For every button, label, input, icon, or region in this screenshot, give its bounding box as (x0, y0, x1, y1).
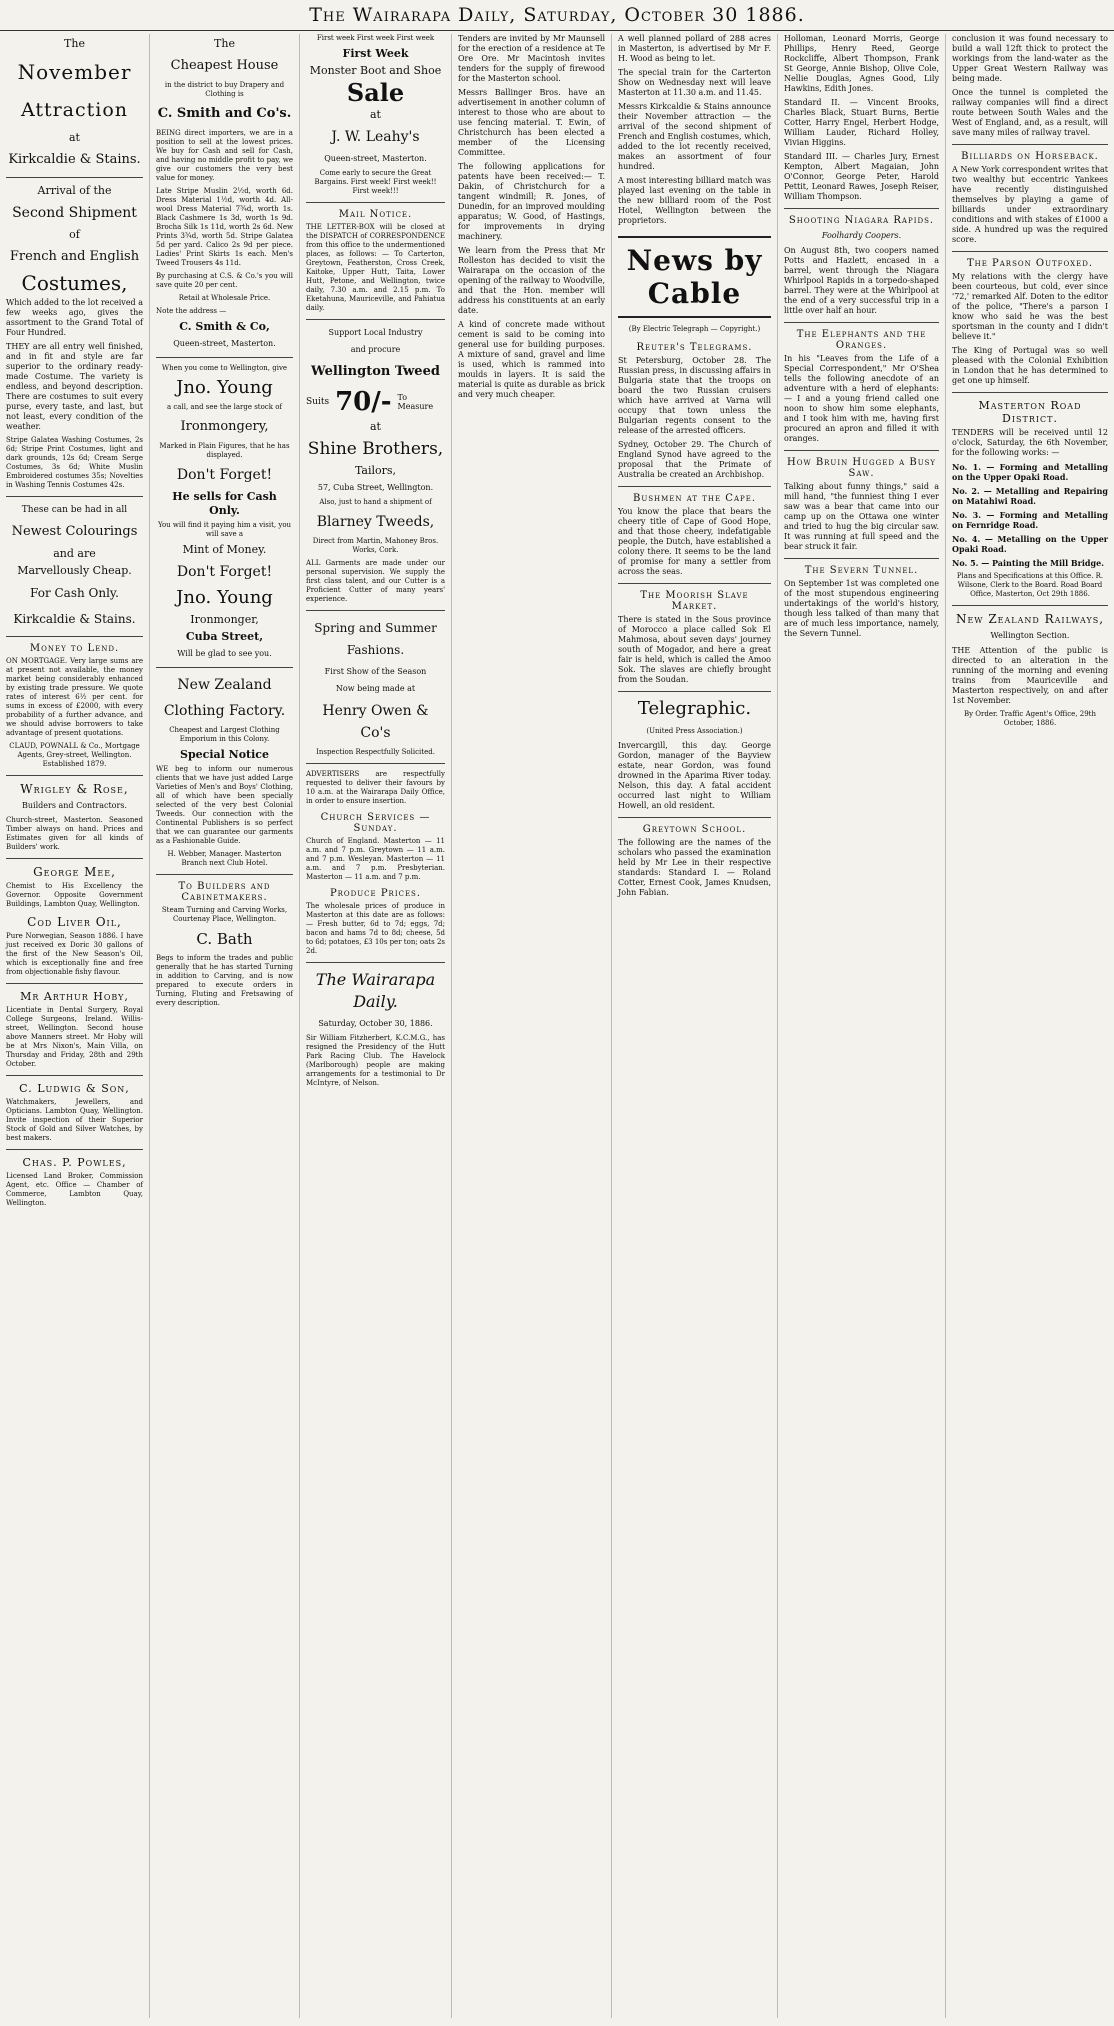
column-5 (612, 34, 778, 2018)
sells-cash: He sells for Cash Only. (172, 490, 277, 517)
divider (784, 208, 939, 209)
bath-sub: Steam Turning and Carving Works, Courtenay Place, Wellington. (161, 906, 288, 923)
tailors: Tailors, (354, 464, 397, 477)
greytown-body: The following are the names of the scholars who passed the examination held by Mr Lee in their respective standards: Standard I. — Roland Cotter, Ernest Cook, James Knudsen, John Fabian. (618, 838, 771, 897)
a-call: a call, and see the large stock of (166, 403, 283, 411)
c5-body-1: A well planned pollard of 288 acres in Masterton, is advertised by Mr F. H. Wood as being to let. (618, 34, 771, 63)
hoby-body: Licentiate in Dental Surgery, Royal College Surgeons, Ireland. Willis-street, Wellington. Second house above Manners street. Mr Hoby will be at Mrs Nixon's, Main Villa, on Thursday and Friday, 28th and 29th October. (6, 1006, 143, 1068)
jno-young-2: Jno. Young (176, 587, 273, 608)
c4-body-2: Messrs Ballinger Bros. have an advertisement in another column of interest to those who are about to use fencing material. T. Ewin, of Christchurch has been elected a member of the Licensing Committee. (458, 88, 605, 157)
news-body: Sir William Fitzherbert, K.C.M.G., has resigned the Presidency of the Hutt Park Racing Club. The Havelock (Marlborough) people are making arrangements for a testimonial to Dr McIntyre, of Nelson. (306, 1034, 445, 1087)
column-4 (452, 34, 612, 2018)
by-purchasing: By purchasing at C.S. & Co.'s you will save quite 20 per cent. (156, 272, 293, 289)
powles-body: Licensed Land Broker, Commission Agent, etc. Office — Chamber of Commerce, Lambton Quay, Wellington. (6, 1172, 143, 1207)
special-notice: Special Notice (180, 748, 269, 761)
divider (6, 636, 143, 637)
money-body: ON MORTGAGE. Very large sums are at present not available, the money market being considerably enhanced by existing trade pressure. We quote rates of interest 6½ per cent. for sums in excess of £2000, with every probability of a further advance, and we should advise borrowers to take advantage of present quotations. (6, 657, 143, 737)
sub-costumes: Costumes, (21, 271, 128, 295)
bath-name: C. Bath (196, 930, 253, 948)
divider (306, 763, 445, 764)
road-title: Masterton Road District. (978, 399, 1082, 425)
bath-title: To Builders and Cabinetmakers. (178, 881, 271, 903)
bruin-title: How Bruin Hugged a Busy Saw. (786, 457, 937, 479)
billiards-body: A New York correspondent writes that two wealthy but eccentric Yankees have recently distinguished themselves by playing a game of billiards under extraordinary conditions and with stakes of £1000 a side. A hundred up was the required score. (952, 165, 1108, 244)
divider (6, 983, 143, 984)
divider (156, 874, 293, 875)
road-item-1: No. 1. — Forming and Metalling on the Upper Opaki Road. (952, 462, 1108, 482)
severn-title: The Severn Tunnel. (804, 565, 919, 576)
divider (6, 496, 143, 497)
tele-sub: (United Press Association.) (646, 727, 743, 735)
king-body: The King of Portugal was so well pleased with the Colonial Exhibition in London that he has determined to get one up himself. (952, 346, 1108, 385)
heading-attraction: Attraction (20, 99, 129, 121)
divider (306, 962, 445, 963)
dont-forget-2: Don't Forget! (176, 564, 273, 580)
divider (306, 319, 445, 320)
wrigley-title: Wrigley & Rose, (20, 782, 129, 796)
body-1: Which added to the lot received a few weeks ago, gives the assortment to the Grand Total of Four Hundred. (6, 298, 143, 337)
c4-body-4: We learn from the Press that Mr Rolleston has decided to visit the Wairarapa on the occasion of the opening of the railway to Woodville, and that the Hon. member will address his constituents at an early date. (458, 246, 605, 315)
clothing-factory: Clothing Factory. (163, 703, 286, 719)
c6-body-2: Standard II. — Vincent Brooks, Charles Black, Stuart Burns, Bertie Cotter, Harry Engel, Herbert Hodge, William Lauder, Richard Holley, Vivian Higgins. (784, 98, 939, 147)
divider (618, 817, 771, 818)
divider (618, 583, 771, 584)
bath-body: Begs to inform the trades and public generally that he has started Turning in addition to Carving, and is now prepared to execute orders in Turning, Fluting and Fretsawing of every description. (156, 954, 293, 1007)
marvellously: Marvellously Cheap. (17, 564, 132, 577)
you-will: You will find it paying him a visit, you will save a (157, 521, 292, 538)
note-address: Note the address — (156, 307, 227, 315)
niagara-title: Shooting Niagara Rapids. (788, 215, 935, 226)
parson-title: The Parson Outfoxed. (966, 258, 1094, 269)
money-sign: CLAUD, POWNALL & Co., Mortgage Agents, Grey-street, Wellington. Established 1879. (9, 742, 140, 768)
paper-date: Saturday, October 30, 1886. (318, 1019, 433, 1028)
cod-title: Cod Liver Oil, (27, 915, 122, 929)
wrigley-sub: Builders and Contractors. (22, 801, 127, 810)
sub-french: French and English (9, 249, 140, 264)
mint-of-money: Mint of Money. (182, 543, 267, 556)
come-early: Come early to secure the Great Bargains. First week! First week!! First week!!! (314, 169, 437, 195)
column-3 (300, 34, 452, 2018)
bushmen-title: Bushmen at the Cape. (632, 493, 757, 504)
first-week: First Week (342, 47, 409, 60)
support-local: Support Local Industry (328, 328, 423, 337)
divider (6, 1149, 143, 1150)
divider (156, 357, 293, 358)
c4-body-1: Tenders are invited by Mr Maunsell for the erection of a residence at Te Ore Ore. Mr Macintosh invites tenders for the supply of firewood for the Masterton school. (458, 34, 605, 83)
parson-body: My relations with the clergy have been courteous, but cold, ever since '72,' remarked Alf. Doten to the editor of the police, "There's a parson I know who said he was the best sportsman in the county and I didn't believe it." (952, 272, 1108, 341)
c6-body-3: Standard III. — Charles Jury, Ernest Kempton, Albert Magaian, John O'Connor, George Peter, Harold Pettit, Leonard Rawes, Joseph Reiser, William Thompson. (784, 152, 939, 201)
column-7 (946, 34, 1114, 2018)
news-by-cable: News by Cable (618, 236, 771, 318)
church-body: Church of England. Masterton — 11 a.m. and 7 p.m. Greytown — 11 a.m. and 7 p.m. Wesleyan. Masterton — 11 a.m. and 7 p.m. Presbyterian. Masterton — 11 a.m. and 7 p.m. (306, 837, 445, 881)
body-2: THEY are all entry well finished, and in fit and style are far superior to the ordinary ready-made Costume. The variety is endless, and beyond description. There are costumes to suit every purse, every taste, and last, but not least, every condition of the weather. (6, 342, 143, 431)
cod-body: Pure Norwegian, Season 1886. I have just received ex Doric 30 gallons of the first of the New Season's Oil, which is exceptionally fine and free from objectionable fishy flavour. (6, 932, 143, 976)
heading-november: November (17, 60, 132, 84)
leahy-queen: Queen-street, Masterton. (324, 154, 427, 163)
road-body: TENDERS will be received until 12 o'clock, Saturday, the 6th November, for the following works: — (952, 428, 1108, 457)
ludwig-body: Watchmakers, Jewellers, and Opticians. Lambton Quay, Wellington. Invite inspection of their Superior Stock of Gold and Silver Watches, by best makers. (6, 1098, 143, 1142)
produce-prices: Produce Prices. (329, 888, 422, 899)
divider (952, 392, 1108, 393)
road-item-4: No. 4. — Metalling on the Upper Opaki Road. (952, 534, 1108, 554)
c4-body-3: The following applications for patents have been received:— T. Dakin, of Christchurch for a tangent windmill; R. Jones, of Dunedin, for an improved moulding apparatus; W. Good, of Hastings, for improvements in drying machinery. (458, 162, 605, 241)
church-services: Church Services — Sunday. (320, 812, 431, 834)
tele-body: Invercargill, this day. George Gordon, manager of the Bayview estate, near Gordon, was found drowned in the Aparima River today. Nelson, this day. A fatal accident occurred last night to William Howell, an old resident. (618, 741, 771, 810)
store-again: Kirkcaldie & Stains. (13, 612, 136, 626)
billiards-title: Billiards on Horseback. (961, 151, 1099, 162)
wrigley-body: Church-street, Masterton. Seasoned Timber always on hand. Prices and Estimates given for all kinds of Builders' work. (6, 816, 143, 851)
column-1 (0, 34, 150, 2018)
sub-second: Second Shipment (12, 205, 137, 221)
reuters: Reuter's Telegrams. (636, 342, 753, 353)
niagara-sub: Foolhardy Coopers. (821, 231, 902, 240)
produce-body: The wholesale prices of produce in Masterton at this date are as follows:— Fresh butter, 6d to 7d; eggs, 7d; bacon and hams 7d to 8d; cheese, 5d to 6d; potatoes, £3 10s per ton; oats 2s 2d. (306, 902, 445, 955)
shine-brothers: Shine Brothers, (307, 439, 444, 459)
divider (952, 144, 1108, 145)
bruin-body: Talking about funny things," said a mill hand, "the funniest thing I ever saw was a bear that came into our camp up on the Ottawa one winter and tried to hug the big circular saw. It was running at full speed and the bear struck it fair. (784, 482, 939, 551)
ludwig-title: C. Ludwig & Son, (19, 1082, 130, 1095)
cable-2: Sydney, October 29. The Church of England Synod have agreed to the proposal that the Primate of Australia be created an Archbishop. (618, 440, 771, 479)
sub-arrival: Arrival of the (37, 184, 112, 197)
divider (952, 251, 1108, 252)
at: at (370, 108, 381, 121)
road-item-3: No. 3. — Forming and Metalling on Fernridge Road. (952, 510, 1108, 530)
when-you-come: When you come to Wellington, give (161, 364, 288, 372)
smith-title: C. Smith and Co's. (157, 106, 292, 121)
ironmongery: Ironmongery, (180, 419, 269, 434)
divider (6, 1075, 143, 1076)
newest: Newest Colourings (11, 524, 138, 539)
nzr-body: THE Attention of the public is directed to an alteration in the running of the morning and evening trains from Mauriceville and Masterton respectively, on and after 1st November. (952, 646, 1108, 705)
bushmen-body: You know the place that bears the cheery title of Cape of Good Hope, and that those cheery, indefatigable people, the Dutch, have established a colony there. It seems to be the land of promise for many a settler from across the seas. (618, 507, 771, 576)
telegraphic: Telegraphic. (637, 698, 752, 719)
orders: ALL Garments are made under our personal supervision. We supply the first class talent, and our Cutter is a Proficient Cutter of many years' experience. (306, 559, 445, 603)
special-body: WE beg to inform our numerous clients that we have just added Large Varieties of Men's and Boys' Clothing, all of which have been specially selected of the very best Colonial Tweeds. Our connection with the Continental Publishers is so perfect that we can guarantee our garments as a Fashionable Guide. (156, 765, 293, 845)
severn-body: On September 1st was completed one of the most stupendous engineering undertakings of the world's history, though less talked of than many that are of much less importance, namely, the Severn Tunnel. (784, 579, 939, 638)
smith-body: BEING direct importers, we are in a position to sell at the lowest prices. We buy for Cash and sell for Cash, and having no middle profit to pay, we give our customers the very best value for money. (156, 129, 293, 182)
divider (784, 558, 939, 559)
divider (952, 605, 1108, 606)
column-6 (778, 34, 946, 2018)
slave-title: The Moorish Slave Market. (640, 590, 749, 612)
heading-at: at (69, 131, 80, 144)
cheapest-house: Cheapest House (170, 58, 279, 73)
cable-1: St Petersburg, October 28. The Russian press, in discussing affairs in Bulgaria state that the troops on board the two Russian cruisers which have arrived at Varna will occupy that town unless the Bulgarian regents consent to the release of the arrested officers. (618, 356, 771, 435)
ironmonger: Ironmonger, (190, 613, 259, 626)
retail: Retail at Wholesale Price. (178, 294, 271, 302)
divider (6, 858, 143, 859)
webber: H. Webber, Manager. Masterton Branch next Club Hotel. (167, 850, 282, 867)
and-are: and are (53, 547, 96, 560)
cuba-street: Cuba Street, (185, 630, 264, 643)
niagara-body: On August 8th, two coopers named Potts and Hazlett, encased in a barrel, went through the Niagara Whirlpool Rapids in a torpedo-shaped barrel. They were at the Whirlpool at the end of a very successful trip in a little over half an hour. (784, 246, 939, 315)
sub-of: of (69, 228, 80, 241)
dont-forget-1: Don't Forget! (176, 467, 273, 483)
smith-list: Late Stripe Muslin 2½d, worth 6d. Dress Material 1½d, worth 4d. All-wool Dress Material 7¾d, worth 1s. Black Cashmere 1s 3d, worth 1s 9d. Brocha Silk 1s 11d, worth 2s 6d. New Prints 3¾d, worth 5d. Stripe Galatea 5d per yard. Calico 2s 9d per piece. Ladies' Print Skirts 1s each. Men's Tweed Trousers 4s 11d. (156, 187, 293, 267)
c6-body-1: Holloman, Leonard Morris, George Phillips, Henry Reed, George Rockcliffe, Albert Thompson, Frank St George, Annie Bishop, Olive Cole, Nellie Douglas, Agnes Good, Lily Hawkins, Edith Jones. (784, 34, 939, 93)
c5-body-2: The special train for the Carterton Show on Wednesday next will leave Masterton at 11.30 a.m. and 11.45. (618, 68, 771, 97)
price: 70/- (335, 387, 392, 417)
mail-body: THE LETTER-BOX will be closed at the DISPATCH of CORRESPONDENCE from this office to the undermentioned places, as follows: — To Carterton, Greytown, Featherston, Cross Creek, Kaitoke, Upper Hutt, Taita, Lower Hutt, Petone, and Wellington, twice daily, 7.30 a.m. and 2.15 p.m. To Eketahuna, Mauriceville, and Pahiatua daily. (306, 223, 445, 312)
paper-title: The Wairarapa Daily. (315, 970, 436, 1011)
divider (156, 667, 293, 668)
elephants-body: In his "Leaves from the Life of a Special Correspondent," Mr O'Shea tells the following anecdote of an adventure with a herd of elephants: — I and a young friend called one noon to show him some elephants, and I took him with me, having first procured an apron and filled it with oranges. (784, 354, 939, 443)
to-measure: To Measure (397, 393, 434, 411)
blarney: Blarney Tweeds, (316, 514, 435, 530)
cuba-address: 57, Cuba Street, Wellington. (317, 483, 434, 492)
advertisers: ADVERTISERS are respectfully requested to deliver their favours by 10 a.m. at the Wairarapa Daily Office, in order to ensure insertion. (306, 770, 445, 805)
cheapest-emporium: Cheapest and Largest Clothing Emporium in this Colony. (169, 726, 280, 743)
divider (618, 486, 771, 487)
jno-young: Jno. Young (176, 377, 273, 398)
nzr-title: New Zealand Railways, (955, 612, 1105, 626)
greytown-title: Greytown School. (642, 824, 747, 835)
divider (306, 610, 445, 611)
road-item-5: No. 5. — Painting the Mill Bridge. (952, 558, 1104, 568)
masthead (0, 0, 1114, 31)
spring-fashions: Spring and Summer Fashions. (314, 621, 437, 657)
masthead-title: The Wairarapa Daily, Saturday, October 30 1886. (309, 4, 805, 26)
divider (784, 322, 939, 323)
george-body: Chemist to His Excellency the Governor. Opposite Government Buildings, Lambton Quay, Wellington. (6, 882, 143, 908)
divider (6, 775, 143, 776)
divider (618, 691, 771, 692)
heading-the: The (64, 37, 85, 50)
elephants-title: The Elephants and the Oranges. (796, 329, 927, 351)
george-title: George Mee, (33, 865, 116, 879)
the-label: The (214, 37, 235, 50)
district-text: in the district to buy Drapery and Clothing is (164, 81, 285, 98)
heading-store: Kirkcaldie & Stains. (8, 152, 141, 167)
c4-body-5: A kind of concrete made without cement is said to be coming into general use for building purposes. A mixture of sand, gravel and lime is used, which is rammed into moulds in layers. It is said the material is quite as durable as brick and very much cheaper. (458, 320, 605, 399)
column-2 (150, 34, 300, 2018)
costume-list: Stripe Galatea Washing Costumes, 2s 6d; Stripe Print Costumes, light and dark grounds, 12s 6d; Cream Serge Costumes, 3s 6d; White Muslin Embroidered costumes 35s; Novelties in Washing Tennis Costumes 42s. (6, 436, 143, 489)
smith-again: C. Smith & Co, (179, 320, 270, 333)
and-procure: and procure (350, 345, 401, 354)
divider (6, 177, 143, 178)
at-shine: at (370, 420, 381, 433)
divider (306, 202, 445, 203)
monster-boot: Monster Boot and Shoe (309, 64, 442, 77)
c7-body-1: conclusion it was found necessary to build a wall 12ft thick to protect the workings from the land-water as the Upper Great Western Railway was being made. (952, 34, 1108, 83)
owen: Henry Owen & Co's (322, 703, 429, 741)
now-made: Now being made at (335, 684, 416, 693)
direct: Direct from Martin, Mahoney Bros. Works, Cork. (312, 537, 439, 554)
road-sign: Plans and Specifications at this Office. R. Wilsone, Clerk to the Board. Road Board Office, Masterton, Oct 29th 1886. (956, 572, 1104, 598)
nz-heading: New Zealand (177, 677, 272, 693)
can-be-had: These can be had in all (21, 505, 128, 515)
leahy: J. W. Leahy's (331, 129, 420, 145)
also-shipment: Also, just to hand a shipment of (319, 498, 432, 506)
c7-body-2: Once the tunnel is completed the railway companies will find a direct route between South Wales and the West of England, and, as a result, will save many miles of railway travel. (952, 88, 1108, 137)
divider (784, 450, 939, 451)
cable-sub: (By Electric Telegraph — Copyright.) (628, 325, 761, 333)
price-row (306, 387, 445, 417)
marked: Marked in Plain Figures, that he has displayed. (159, 442, 290, 459)
glad-to-see: Will be glad to see you. (177, 649, 272, 658)
c5-body-3: Messrs Kirkcaldie & Stains announce their November attraction — the arrival of the second shipment of French and English costumes, which, added to the lot recently received, makes an assortment of four hundred. (618, 102, 771, 171)
wellington-tweed: Wellington Tweed (311, 364, 440, 379)
queen-street: Queen-street, Masterton. (173, 339, 276, 348)
sale: Sale (346, 78, 405, 107)
hoby-title: Mr Arthur Hoby, (20, 990, 129, 1003)
mail-notice: Mail Notice. (338, 209, 413, 220)
first-week-top: First week First week First week (316, 34, 435, 42)
powles-title: Chas. P. Powles, (22, 1156, 127, 1169)
slave-body: There is stated in the Sous province of Morocco a place called Sok El Mahmosa, about seven days' journey south of Mogador, and here a great fair is held, which is called the Amoo Sok. The slaves are chiefly brought from the Soudan. (618, 615, 771, 684)
road-item-2: No. 2. — Metalling and Repairing on Matahiwi Road. (952, 486, 1108, 506)
cash-only: For Cash Only. (30, 586, 119, 600)
money-title: Money to Lend. (29, 643, 120, 654)
nzr-sign: By Order. Traffic Agent's Office, 29th October, 1886. (963, 710, 1097, 727)
c5-body-4: A most interesting billiard match was played last evening on the table in the new billiard room of the Post Hotel, Wellington between the proprietors. (618, 176, 771, 225)
suits-label: Suits (306, 397, 330, 407)
inspection: Inspection Respectfully Solicited. (316, 748, 435, 756)
first-show: First Show of the Season (324, 667, 427, 676)
nzr-sub: Wellington Section. (990, 631, 1070, 640)
